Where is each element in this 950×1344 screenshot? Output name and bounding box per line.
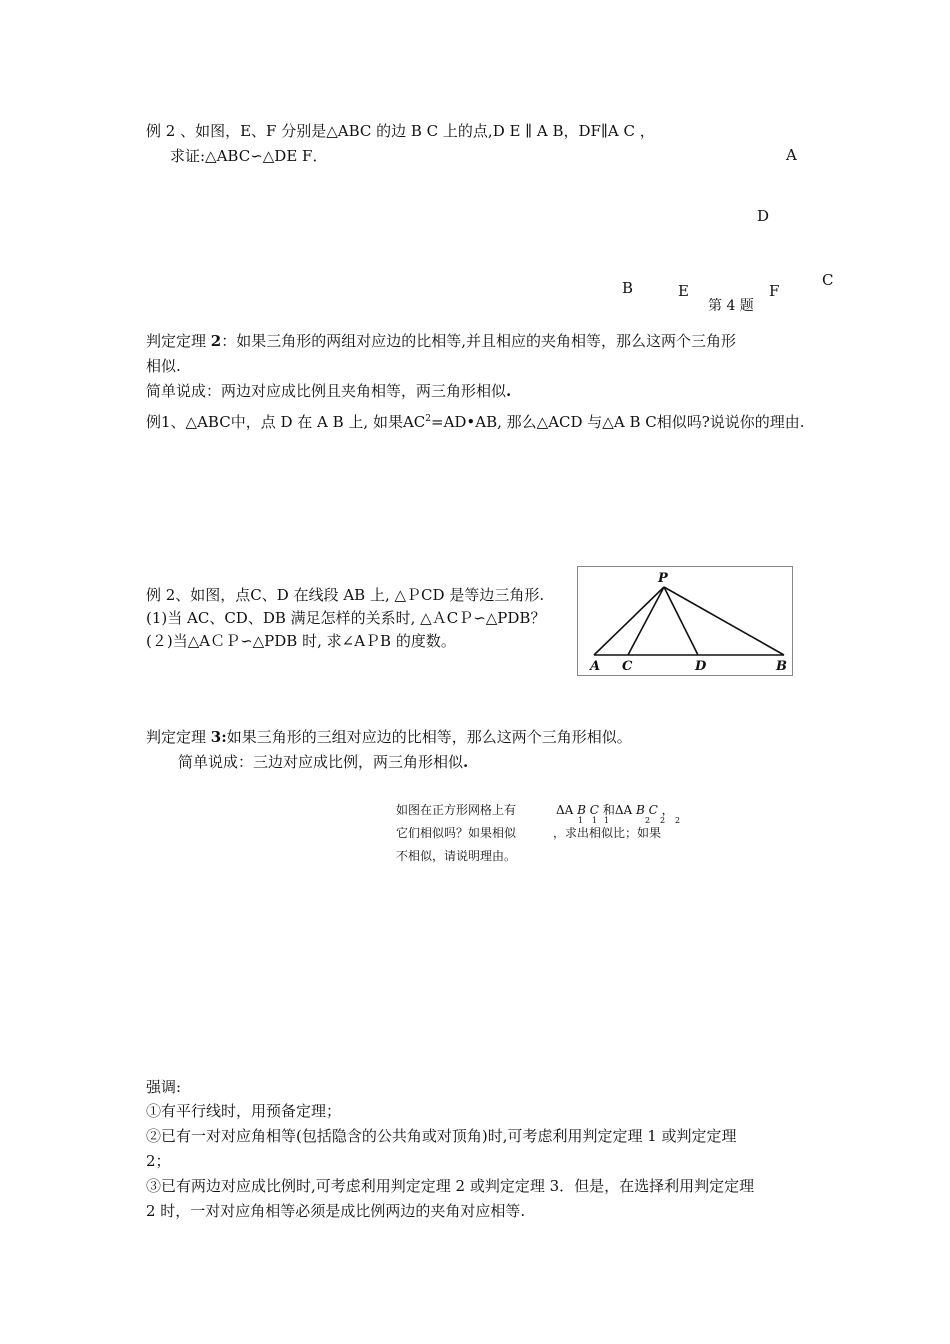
example1-text: 例1、△ABC中，点 D 在 A B 上, 如果AC	[146, 413, 426, 431]
sub1-b: 1	[592, 816, 598, 825]
emphasis-title: 强调:	[146, 1078, 182, 1096]
triangle1-vertices: B C	[577, 803, 599, 817]
triangle2-prefix: 和ΔA	[599, 803, 633, 817]
theorem2-num: 2	[210, 332, 222, 350]
theorem3-brief-end: .	[463, 753, 469, 771]
fig-label-B: B	[776, 659, 787, 674]
triangle2-vertices: B C	[635, 803, 658, 817]
theorem3-brief	[178, 751, 468, 772]
grid-col1-line3: 不相似，请说明理由。	[396, 849, 517, 863]
theorem2-prefix: 判定定理	[146, 332, 211, 350]
example2b-line2: (1)当 AC、CD、DB 满足怎样的关系时, △ＡCＰ∽△PDB？	[146, 609, 546, 627]
theorem3-num: 3:	[210, 728, 227, 746]
emphasis-item-1: ①有平行线时，用预备定理；	[146, 1102, 342, 1120]
label-F: F	[769, 282, 780, 300]
triangle-figure	[577, 566, 793, 676]
theorem2-line2: 相似.	[146, 357, 181, 375]
label-D: D	[757, 207, 770, 225]
grid-col1-line1: 如图在正方形网格上有	[396, 803, 517, 817]
emphasis-item-3-cont: 2 时，一对对应角相等必须是成比例两边的夹角对应相等.	[146, 1202, 526, 1220]
figure-caption: 第 4 题	[708, 298, 754, 314]
theorem3-brief-text: 简单说成：三边对应成比例，两三角形相似	[178, 753, 464, 771]
label-A: A	[786, 146, 797, 164]
theorem2-rest: ：如果三角形的两组对应边的比相等,并且相应的夹角相等，那么这两个三角形	[221, 332, 736, 350]
segment-AP	[594, 587, 664, 655]
theorem2-brief-text: 简单说成：两边对应成比例且夹角相等，两三角形相似	[146, 382, 507, 400]
emphasis-item-2: ②已有一对对应角相等(包括隐含的公共角或对顶角)时,可考虑利用判定定理 1 或判定定理	[146, 1127, 737, 1145]
example2b-line1: 例 2、如图，点C、D 在线段 AB 上, △ＰCD 是等边三角形.	[146, 586, 545, 604]
label-C: C	[822, 271, 834, 289]
label-B: B	[622, 279, 634, 297]
example1-rest: =AD•AB, 那么△ACD 与△A B C相似吗?说说你的理由.	[431, 413, 805, 431]
example2a-line1: 例 2 、如图，E、F 分别是△ABC 的边 B C 上的点,D E ∥ A B，DF∥A C ，	[146, 122, 655, 140]
fig-label-C: C	[622, 659, 633, 674]
grid-col2-line1	[556, 801, 674, 818]
theorem2-brief-end: .	[506, 382, 512, 400]
segment-CP	[628, 587, 664, 655]
label-E: E	[678, 282, 689, 300]
example2b-line3: (２)当△AＣＰ∽△PDB 时, 求∠AＰB 的度数。	[146, 632, 456, 650]
sub2-a: 2	[645, 816, 651, 825]
segment-BP	[664, 587, 784, 655]
theorem2-brief	[146, 380, 511, 401]
triangle1-prefix: ΔA	[556, 803, 574, 817]
theorem2-line1	[146, 330, 736, 351]
grid-col1-line2: 它们相似吗？如果相似	[396, 826, 517, 840]
example1	[146, 411, 805, 432]
emphasis-item-3: ③已有两边对应成比例时,可考虑利用判定定理 2 或判定定理 3．但是，在选择利用判定定理	[146, 1177, 755, 1195]
example2a-line2: 求证:△ABC∽△DE F．	[170, 147, 328, 165]
sub2-c: 2	[675, 816, 681, 825]
emphasis-item-2-cont: 2；	[146, 1152, 171, 1170]
sub2-b: 2	[660, 816, 666, 825]
fig-label-P: P	[658, 571, 668, 586]
theorem3-line1	[146, 726, 632, 747]
theorem3-prefix: 判定定理	[146, 728, 211, 746]
fig-label-D: D	[695, 659, 707, 674]
grid-comma: ，	[657, 803, 674, 817]
sub1-a: 1	[578, 816, 584, 825]
triangle-figure-svg	[578, 567, 792, 675]
fig-label-A: A	[590, 659, 601, 674]
example1-sup: 2	[425, 414, 431, 424]
sub1-c: 1	[604, 816, 610, 825]
theorem3-rest: 如果三角形的三组对应边的比相等，那么这两个三角形相似。	[226, 728, 632, 746]
grid-col2-line2: ，求出相似比；如果	[553, 826, 662, 840]
